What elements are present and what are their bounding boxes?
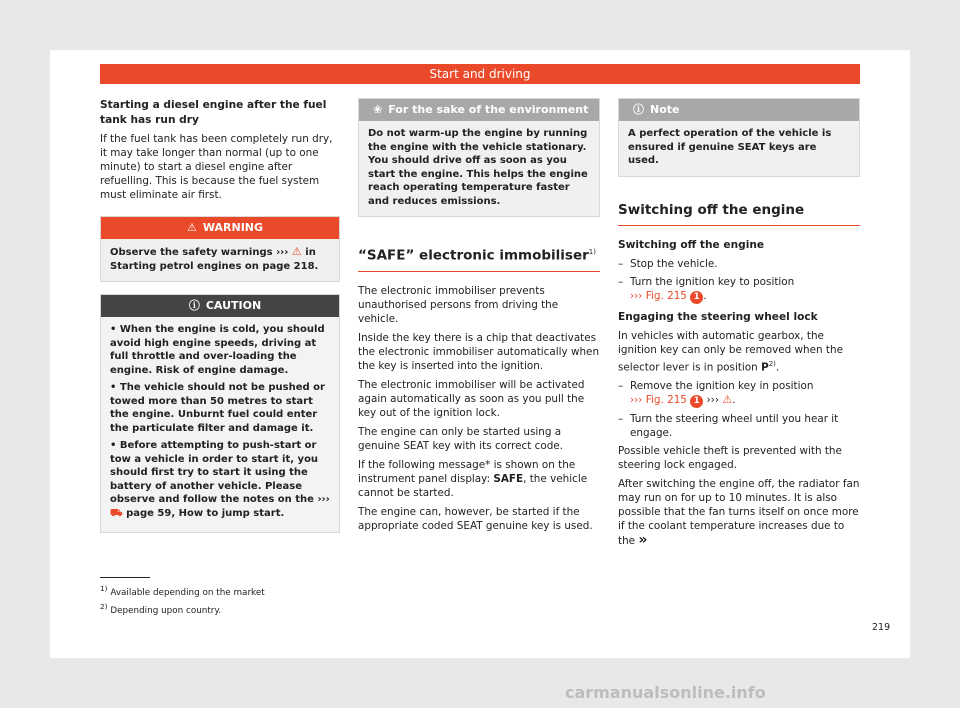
footnote-item: [100, 600, 500, 618]
note-header: [619, 99, 859, 121]
caution-bullet: • When the engine is cold, you should avoid high engine speeds, driving at full throttle and over-loading the engine. Risk of engine damage.: [110, 324, 325, 376]
caution-bullet-text: When the engine is cold, you should avoid high engine speeds, driving at full throttle and over-loading the engine. Risk of engine damage.: [110, 324, 325, 376]
footnote-ref[interactable]: 1): [588, 248, 596, 256]
warning-text: Observe the safety warnings: [110, 247, 273, 258]
position-marker: 1: [690, 395, 703, 408]
fan-text: After switching the engine off, the radiator fan may run on for up to 10 minutes. It is also possible that the fan turns itself on once more if the coolant temperature increases due to the: [618, 477, 860, 547]
environment-header: [359, 99, 599, 121]
caution-icon: ⓘ: [188, 299, 200, 312]
step-item: – Turn the steering wheel until you hear it engage.: [618, 412, 860, 440]
warning-triangle-icon[interactable]: ⚠: [722, 392, 733, 406]
note-box: [618, 98, 860, 177]
caution-title: CAUTION: [205, 299, 262, 312]
note-title: Note: [650, 103, 680, 116]
warning-box: [100, 216, 340, 282]
safe-message: SAFE: [493, 472, 524, 485]
warning-triangle-icon: ⚠: [186, 221, 197, 234]
continue-arrow-icon: »: [638, 531, 648, 548]
step-text: Turn the ignition key to position: [630, 275, 795, 288]
step-item: – Turn the ignition key to position ››› Fig. 215 1 .: [618, 275, 860, 304]
step-text: Remove the ignition key in position: [630, 379, 814, 392]
selector-position: P: [761, 360, 769, 373]
caution-box: [100, 294, 340, 533]
footnote-mark: 1): [100, 584, 108, 593]
steering-lock-subheading: Engaging the steering wheel lock: [618, 310, 818, 323]
footnote-divider: [100, 577, 150, 578]
footnote-text: Available depending on the market: [110, 587, 265, 598]
leaf-icon: ❀: [373, 103, 383, 116]
footnotes: [100, 577, 500, 618]
step-item: – Remove the ignition key in position ››› Fig. 215 1 ››› ⚠.: [618, 379, 860, 408]
watermark: carmanualsonline.info: [565, 683, 766, 702]
diesel-heading: Starting a diesel engine after the fuel tank has run dry: [100, 99, 327, 126]
jump-start-car-icon: ⛟: [110, 507, 123, 519]
reference-arrows: ›››: [317, 494, 330, 505]
warning-arrows: ›››: [276, 247, 289, 258]
figure-reference-link[interactable]: ››› Fig. 215: [630, 289, 687, 302]
immobiliser-paragraph: The engine can, however, be started if the appropriate coded SEAT genuine key is used.: [358, 505, 593, 532]
reference-arrows: ›››: [706, 393, 720, 406]
manual-page: [50, 50, 910, 658]
caution-header: [101, 295, 339, 317]
info-icon: ⓘ: [633, 103, 644, 116]
theft-paragraph: Possible vehicle theft is prevented with the steering lock engaged.: [618, 444, 842, 471]
caution-bullet-text: Before attempting to push-start or tow a vehicle in order to start it, you should first try to start it using the battery of another vehicle. Please observe and follow the notes on the: [110, 440, 319, 505]
message-text: If the following message* is shown on the instrument panel display:: [358, 458, 576, 485]
position-marker: 1: [690, 291, 703, 304]
immobiliser-message-paragraph: [358, 458, 600, 500]
column-left: [100, 98, 340, 545]
step-item: – Stop the vehicle.: [618, 257, 860, 271]
note-body: A perfect operation of the vehicle is ensured if genuine SEAT keys are used.: [619, 121, 859, 176]
immobiliser-section-title: [358, 245, 600, 272]
footnote-mark: 2): [100, 601, 108, 611]
caution-bullet: • Before attempting to push-start or tow a vehicle in order to start it, you should first try to start it using the battery of another vehicle. Please observe and follow the notes on the ››› ⛟ page 59, How to jump start.: [110, 440, 330, 519]
column-right: [618, 98, 860, 553]
warning-title: WARNING: [202, 221, 264, 234]
column-middle: [358, 98, 600, 538]
switch-off-subheading: Switching off the engine: [618, 238, 765, 251]
immobiliser-paragraph: Inside the key there is a chip that deactivates the electronic immobiliser automatically when the key is inserted into the ignition.: [358, 331, 600, 372]
fan-paragraph: [618, 477, 860, 548]
switch-off-section-title: Switching off the engine: [618, 203, 860, 226]
footnote-text: Depending upon country.: [110, 605, 222, 616]
caution-body: [101, 317, 339, 532]
warning-body: [101, 239, 339, 281]
warning-reference-link[interactable]: in Starting petrol engines on page 218.: [110, 247, 319, 272]
jump-start-reference-link[interactable]: page 59, How to jump start.: [126, 507, 285, 519]
caution-bullet: • The vehicle should not be pushed or towed more than 50 metres to start the engine. Unburnt fuel could enter the particulate filter and damage it.: [110, 382, 325, 434]
steering-lock-paragraph: In vehicles with automatic gearbox, the ignition key can only be removed when the selector lever is in position $P^{2)}$.: [618, 329, 843, 373]
immobiliser-paragraph: The engine can only be started using a genuine SEAT key with its correct code.: [358, 425, 564, 452]
caution-bullet-text: The vehicle should not be pushed or towed more than 50 metres to start the engine. Unburnt fuel could enter the particulate filter and damage it.: [110, 382, 325, 434]
message-text-end: , the vehicle cannot be started.: [358, 472, 588, 499]
page-number: 219: [872, 622, 891, 633]
diesel-paragraph: If the fuel tank has been completely run dry, it may take longer than normal (up to one minute) to start a diesel engine after refuelling. This is because the fuel system must eliminate air first.: [100, 133, 333, 201]
immobiliser-title-text: “SAFE” electronic immobiliser: [358, 247, 589, 264]
footnote-item: [100, 582, 500, 600]
warning-triangle-icon: ⚠: [291, 245, 302, 258]
lock-text: In vehicles with automatic gearbox, the ignition key can only be removed when the selector lever is in position: [618, 329, 843, 373]
environment-body: Do not warm-up the engine by running the engine with the vehicle stationary. You should drive off as soon as you start the engine. This helps the engine reach operating temperature faster and reduces emissions.: [359, 121, 599, 216]
page-header: Start and driving: [100, 64, 860, 84]
environment-title: For the sake of the environment: [388, 103, 589, 116]
immobiliser-paragraph: The electronic immobiliser prevents unauthorised persons from driving the vehicle.: [358, 284, 559, 325]
immobiliser-paragraph: The electronic immobiliser will be activated again automatically as soon as you pull the key out of the ignition lock.: [358, 378, 585, 419]
warning-header: [101, 217, 339, 239]
footnote-ref[interactable]: 2): [768, 359, 776, 368]
figure-reference-link[interactable]: ››› Fig. 215: [630, 393, 687, 406]
environment-box: [358, 98, 600, 217]
